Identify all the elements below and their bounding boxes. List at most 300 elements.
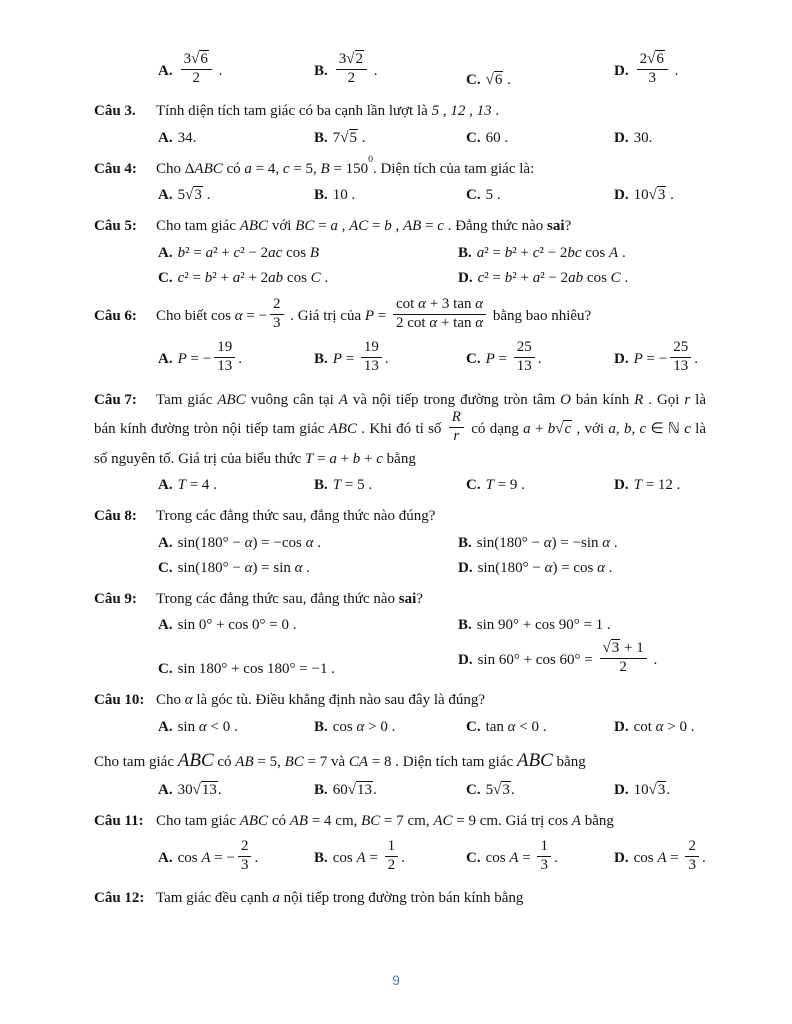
question-cau-8: [94, 505, 706, 577]
radicand: 6: [656, 51, 664, 67]
math-var: 13: [476, 103, 492, 120]
radicand: 6: [200, 51, 208, 67]
fraction-numerator: [449, 409, 464, 428]
option-key: C.: [466, 129, 481, 146]
option-key: D.: [614, 782, 629, 799]
question-text: Cho tam giác ABC có AB = 4 cm, BC = 7 cm, AC = 9 cm. Giá trị cos A bằng: [156, 813, 614, 830]
math-var: ABC: [239, 813, 269, 830]
option-body: c² = b² + a² + 2ab cos C .: [177, 269, 329, 286]
options-row: [158, 617, 706, 678]
option-key: C.: [466, 718, 481, 735]
math-var: α: [305, 534, 314, 551]
math-var: c: [477, 269, 485, 286]
math-var: ABC: [194, 160, 223, 177]
options-row: [158, 245, 706, 287]
fraction-numerator: 2: [685, 838, 699, 857]
fraction: [393, 296, 486, 332]
option-d: [458, 560, 706, 577]
option-b: [314, 341, 466, 377]
option-body: √6 .: [485, 72, 511, 89]
math-var: A: [356, 849, 366, 866]
option-d: [614, 782, 706, 799]
option-key: D.: [614, 849, 629, 866]
math-var: BC: [295, 218, 315, 235]
option-d: [614, 187, 706, 204]
option-body: a² = b² + c² − 2bc cos A .: [476, 244, 626, 261]
option-body: 34.: [177, 129, 197, 146]
fraction-denominator: 2 cot α + tan α: [396, 314, 484, 331]
option-key: D.: [614, 477, 629, 493]
fraction-denominator: 2: [387, 856, 396, 873]
option-key: C.: [466, 782, 481, 799]
radical-sign: √: [602, 639, 611, 657]
math-var: a: [330, 218, 338, 235]
option-key: C.: [158, 269, 173, 286]
math-var: a: [232, 269, 241, 286]
radicand: 13: [357, 782, 372, 799]
math-var: a: [608, 420, 616, 437]
math-var: b: [204, 269, 213, 286]
math-var: C: [610, 269, 621, 286]
question-cau-5: [94, 215, 706, 287]
math-var: α: [244, 534, 253, 551]
math-var: c: [282, 160, 290, 177]
fraction-numerator: 3√2: [336, 51, 367, 70]
question-stem: [94, 810, 706, 833]
option-body: sin(180° − α) = sin α .: [177, 559, 311, 576]
radicand: 5: [349, 129, 357, 146]
option-key: A.: [158, 187, 173, 204]
option-b: [458, 245, 706, 262]
math-var: ac: [268, 244, 283, 261]
option-body: sin(180° − α) = cos α .: [477, 559, 613, 576]
fraction-denominator: 3: [648, 69, 656, 86]
math-var: ABC: [239, 218, 269, 235]
option-key: C.: [158, 661, 173, 678]
option-b: [314, 782, 466, 799]
question-stem: [94, 153, 706, 181]
radical-sign: √: [185, 187, 194, 204]
radicand: 3: [194, 187, 202, 204]
fraction-denominator: 3: [240, 856, 249, 873]
fraction: [270, 296, 284, 332]
option-d: [614, 130, 706, 147]
options-row: [158, 719, 706, 736]
fraction-numerator: 2: [238, 838, 252, 857]
option-key: A.: [158, 534, 173, 551]
math-var: α: [597, 559, 606, 576]
option-b: [314, 130, 466, 147]
math-var: c: [532, 244, 540, 261]
option-body: $\frac{2√6}{3}$ .: [634, 63, 679, 79]
math-var: b: [623, 420, 632, 437]
math-var: c: [376, 450, 383, 467]
math-var: A: [509, 849, 519, 866]
math-var: R: [634, 391, 644, 408]
option-key: C.: [466, 187, 481, 204]
fraction-numerator: 1: [385, 838, 399, 857]
option-a: [158, 130, 314, 147]
option-body: 10√3.: [633, 782, 671, 799]
option-body: c² = b² + a² − 2ab cos C .: [477, 269, 629, 286]
option-key: A.: [158, 617, 173, 633]
question-text: Cho tam giác ABC với BC = a , AC = b , AB = c . Đẳng thức nào sai?: [156, 218, 572, 235]
radical-sign: √: [346, 50, 355, 68]
option-body: $\frac{3√6}{2}$ .: [178, 63, 223, 79]
math-var: b: [352, 450, 361, 467]
option-key: B.: [314, 718, 328, 735]
option-d: [458, 639, 706, 678]
math-var: b: [384, 218, 392, 235]
fraction: [537, 838, 551, 874]
fraction-numerator: 19: [361, 339, 382, 358]
question-cau-10b: [94, 747, 706, 800]
option-body: 10√3 .: [633, 187, 674, 204]
math-var: c: [177, 269, 185, 286]
question-label: Câu 7:: [94, 391, 137, 408]
math-var: r: [453, 427, 460, 444]
math-var: ABC: [328, 420, 357, 437]
question-cau-11: [94, 810, 706, 876]
math-var: b: [504, 244, 513, 261]
math-var: α: [184, 692, 193, 709]
option-body: T = 9 .: [485, 477, 525, 493]
math-var: AC: [433, 813, 453, 830]
option-body: cos A = $\frac{1}{3}$ .: [485, 837, 558, 873]
fraction: [637, 51, 668, 87]
fraction-denominator: [449, 428, 464, 446]
option-key: C.: [158, 559, 173, 576]
math-var: ab: [568, 269, 584, 286]
math-var: BC: [361, 813, 381, 830]
options-row: [158, 130, 706, 147]
option-key: B.: [314, 477, 328, 493]
question-cau-9: [94, 588, 706, 679]
math-var-large: ABC: [516, 749, 553, 771]
radical-sign: √: [191, 50, 200, 68]
fraction: [670, 339, 691, 375]
option-body: T = 4 .: [177, 477, 217, 493]
option-a: [158, 617, 458, 634]
options-row: [158, 341, 706, 377]
option-key: D.: [614, 350, 629, 367]
radical-sign: √: [493, 782, 502, 799]
option-body: 7√5 .: [332, 129, 366, 147]
math-var: P: [633, 350, 643, 367]
option-a: [158, 719, 314, 736]
fraction-denominator: 3: [540, 856, 548, 873]
fraction: [238, 838, 252, 874]
math-var-large: ABC: [177, 749, 214, 771]
math-var: O: [560, 391, 571, 408]
question-label: Câu 5:: [94, 218, 137, 235]
option-key: D.: [614, 718, 629, 735]
question-stem: [94, 588, 706, 611]
option-body: 60 .: [485, 129, 509, 146]
math-var: T: [177, 477, 186, 493]
option-key: C.: [466, 849, 481, 866]
math-var: 5: [431, 103, 440, 120]
fraction-numerator: 25: [670, 339, 691, 358]
math-var: α: [356, 718, 365, 735]
radical-sign: √: [485, 72, 494, 89]
option-a: [158, 535, 458, 552]
fraction: [181, 51, 212, 87]
question-cau-7: [94, 389, 706, 494]
math-var: α: [198, 718, 207, 735]
fraction-denominator: 2: [347, 69, 356, 86]
math-var: b: [177, 244, 186, 261]
option-key: D.: [458, 559, 473, 576]
math-var: A: [338, 391, 348, 408]
option-c: [158, 661, 458, 678]
option-a: [158, 341, 314, 377]
radical-sign: √: [647, 50, 656, 68]
math-var: b: [504, 269, 513, 286]
option-c: [466, 72, 614, 89]
fraction: [336, 51, 367, 87]
question-prev-options: [94, 50, 706, 89]
option-d: [614, 719, 706, 736]
option-body: cos A = $\frac{1}{2}$ .: [332, 837, 405, 873]
question-text: Trong các đẳng thức sau, đẳng thức nào sai?: [156, 590, 423, 607]
fraction-denominator: 13: [217, 357, 233, 374]
question-text: Cho biết cos α = − $\frac{2}{3}$ . Giá trị của P = $\frac{\text{cot α + 3 tan α}}{\text{2 cot α + tan α}}$ bằng bao nhiêu?: [156, 295, 592, 331]
option-key: A.: [158, 62, 173, 79]
radical-sign: √: [648, 187, 657, 204]
question-cau-3: [94, 100, 706, 147]
option-body: cot α > 0 .: [633, 718, 695, 735]
option-body: 30.: [633, 129, 653, 146]
math-var: 12: [450, 103, 466, 120]
radical-sign: √: [648, 782, 657, 799]
question-stem: [94, 689, 706, 712]
math-var: A: [657, 849, 667, 866]
question-text: Tam giác ABC vuông cân tại A và nội tiếp trong đường tròn tâm O bán kính R . Gọi r là bán kính đường tròn nội tiếp tam giác ABC . Khi đó tỉ số $\frac{R}{r}$ có dạng a + b√c , với a, b, c ∈ ℕ c là số nguyên tố. Giá trị của biểu thức T = a + b + c bằng: [94, 391, 707, 467]
radical-sign: √: [347, 782, 356, 799]
fraction: [685, 838, 699, 874]
option-key: A.: [158, 849, 173, 866]
question-cau-12: [94, 887, 706, 910]
math-var: B: [309, 244, 320, 261]
options-row: [158, 782, 706, 799]
question-label: Câu 12:: [94, 890, 145, 907]
radical: [493, 782, 511, 798]
radical: [603, 640, 621, 656]
math-var: α: [655, 718, 664, 735]
fraction-numerator: 2: [270, 296, 284, 315]
option-key: D.: [458, 269, 473, 286]
radicand: 6: [494, 72, 503, 89]
math-var: α: [244, 559, 253, 576]
option-key: D.: [614, 62, 629, 79]
question-text: Cho α là góc tù. Điều khẳng định nào sau đây là đúng?: [156, 692, 486, 709]
math-var: c: [684, 420, 691, 437]
option-key: D.: [614, 129, 629, 146]
question-text: Trong các đẳng thức sau, đẳng thức nào đúng?: [156, 508, 436, 524]
question-label: Câu 9:: [94, 590, 137, 607]
option-body: P = − $\frac{19}{13}$ .: [177, 339, 242, 374]
fraction-denominator: 3: [688, 856, 696, 873]
question-label: Câu 11:: [94, 813, 144, 830]
math-var: A: [201, 849, 211, 866]
fraction: [385, 838, 399, 874]
fraction-denominator: 13: [516, 357, 532, 374]
option-body: P = $\frac{25}{13}$ .: [485, 339, 542, 374]
option-key: B.: [314, 350, 328, 367]
math-var: ab: [268, 269, 284, 286]
math-var: a: [272, 890, 280, 907]
radical: [340, 130, 358, 146]
radicand: 3: [611, 640, 620, 656]
fraction: [449, 409, 464, 445]
math-var: a: [476, 244, 485, 261]
option-key: B.: [314, 129, 328, 146]
options-row: [158, 837, 706, 876]
option-b: [458, 617, 706, 634]
option-a: [158, 245, 458, 262]
math-var: P: [332, 350, 342, 367]
option-body: 30√13.: [177, 782, 222, 799]
question-text: Cho tam giác ABC có AB = 5, BC = 7 và CA = 8 . Diện tích tam giác ABC bằng: [94, 749, 586, 771]
option-a: [158, 837, 314, 876]
question-label: Câu 8:: [94, 508, 137, 524]
math-var: bc: [567, 244, 582, 261]
math-var: A: [571, 813, 581, 830]
option-key: B.: [458, 534, 472, 551]
radical: [193, 782, 218, 798]
option-key: B.: [458, 617, 472, 633]
option-key: C.: [466, 477, 481, 493]
option-key: A.: [158, 129, 173, 146]
radicand: 2: [355, 51, 363, 67]
math-var: P: [364, 307, 375, 324]
option-key: B.: [314, 62, 328, 79]
math-var: CA: [348, 753, 369, 770]
option-c: [466, 187, 614, 204]
option-body: sin 90° + cos 90° = 1 .: [476, 617, 611, 633]
radicand: [563, 420, 572, 437]
option-body: cos α > 0 .: [332, 718, 396, 735]
option-body: b² = a² + c² − 2ac cos B: [177, 244, 320, 261]
option-body: 5√3.: [485, 782, 515, 799]
question-cau-6: [94, 295, 706, 378]
option-a: [158, 782, 314, 799]
math-var: P: [485, 350, 495, 367]
radical: [649, 782, 667, 798]
math-var: c: [233, 244, 241, 261]
option-body: $\frac{3√2}{2}$ .: [333, 63, 378, 79]
math-var: C: [310, 269, 321, 286]
math-var: A: [609, 244, 619, 261]
option-key: D.: [614, 187, 629, 204]
question-stem: [94, 887, 706, 910]
math-var: P: [177, 350, 187, 367]
page-number: 9: [392, 972, 400, 988]
radical: [191, 51, 209, 67]
option-body: P = $\frac{19}{13}$ .: [332, 339, 389, 374]
fraction: [514, 339, 535, 375]
option-key: B.: [314, 187, 328, 204]
math-var: T: [305, 450, 314, 467]
option-body: sin(180° − α) = −cos α .: [177, 534, 321, 551]
options-row: [158, 50, 706, 89]
option-body: 5 .: [485, 187, 501, 204]
option-body: sin 60° + cos 60° = $\frac{√3 + 1}{2}$ .: [477, 639, 658, 675]
option-key: A.: [158, 477, 173, 493]
radicand: 3: [502, 782, 510, 799]
question-label: Câu 10:: [94, 692, 145, 709]
option-b: [314, 50, 466, 89]
fraction-numerator: 25: [514, 339, 535, 358]
options-row: [158, 535, 706, 577]
question-stem: [94, 100, 706, 123]
fraction-numerator: 19: [214, 339, 235, 358]
math-var: AB: [402, 218, 422, 235]
option-d: [614, 477, 706, 494]
option-key: D.: [458, 651, 473, 668]
option-body: P = − $\frac{25}{13}$ .: [633, 339, 698, 374]
option-b: [458, 535, 706, 552]
question-label: Câu 4:: [94, 160, 137, 177]
option-body: T = 5 .: [332, 477, 373, 493]
math-var: a: [523, 420, 531, 437]
math-var: α: [418, 295, 426, 312]
option-d: [614, 50, 706, 89]
options-row: [158, 187, 706, 204]
fraction: [600, 640, 647, 676]
math-var: α: [294, 559, 303, 576]
option-b: [314, 719, 466, 736]
fraction-numerator: 1: [537, 838, 551, 857]
math-var: AB: [289, 813, 309, 830]
option-key: A.: [158, 244, 173, 261]
option-body: sin 180° + cos 180° = −1 .: [177, 661, 335, 678]
radical-sign: √: [192, 782, 201, 799]
math-var: c: [639, 420, 647, 437]
question-text: Tam giác đều cạnh a nội tiếp trong đường tròn bán kính bằng: [156, 890, 524, 907]
radical-sign: √: [555, 420, 564, 437]
math-var: T: [332, 477, 342, 493]
option-c: [466, 341, 614, 377]
radicand: 3: [657, 187, 666, 204]
bold-text: sai: [398, 590, 417, 607]
option-body: sin(180° − α) = −sin α .: [476, 534, 618, 551]
radical: [649, 187, 667, 203]
math-var: c: [437, 218, 444, 235]
option-c: [466, 130, 614, 147]
bold-text: sai: [547, 218, 565, 235]
option-d: [614, 837, 706, 876]
question-stem: [94, 215, 706, 238]
fraction: [214, 339, 235, 375]
radical: [555, 421, 572, 437]
option-key: C.: [466, 72, 481, 89]
option-c: [158, 560, 458, 577]
option-key: B.: [314, 782, 328, 799]
option-b: [314, 187, 466, 204]
question-stem: [94, 747, 706, 776]
math-var: α: [475, 295, 484, 312]
math-var: a: [329, 450, 337, 467]
radicand: 13: [201, 782, 217, 799]
option-key: A.: [158, 350, 173, 367]
fraction-denominator: 3: [273, 314, 281, 331]
option-key: B.: [458, 244, 472, 261]
option-body: 10 .: [332, 187, 356, 204]
math-var: α: [602, 534, 611, 551]
math-var: α: [543, 534, 552, 551]
